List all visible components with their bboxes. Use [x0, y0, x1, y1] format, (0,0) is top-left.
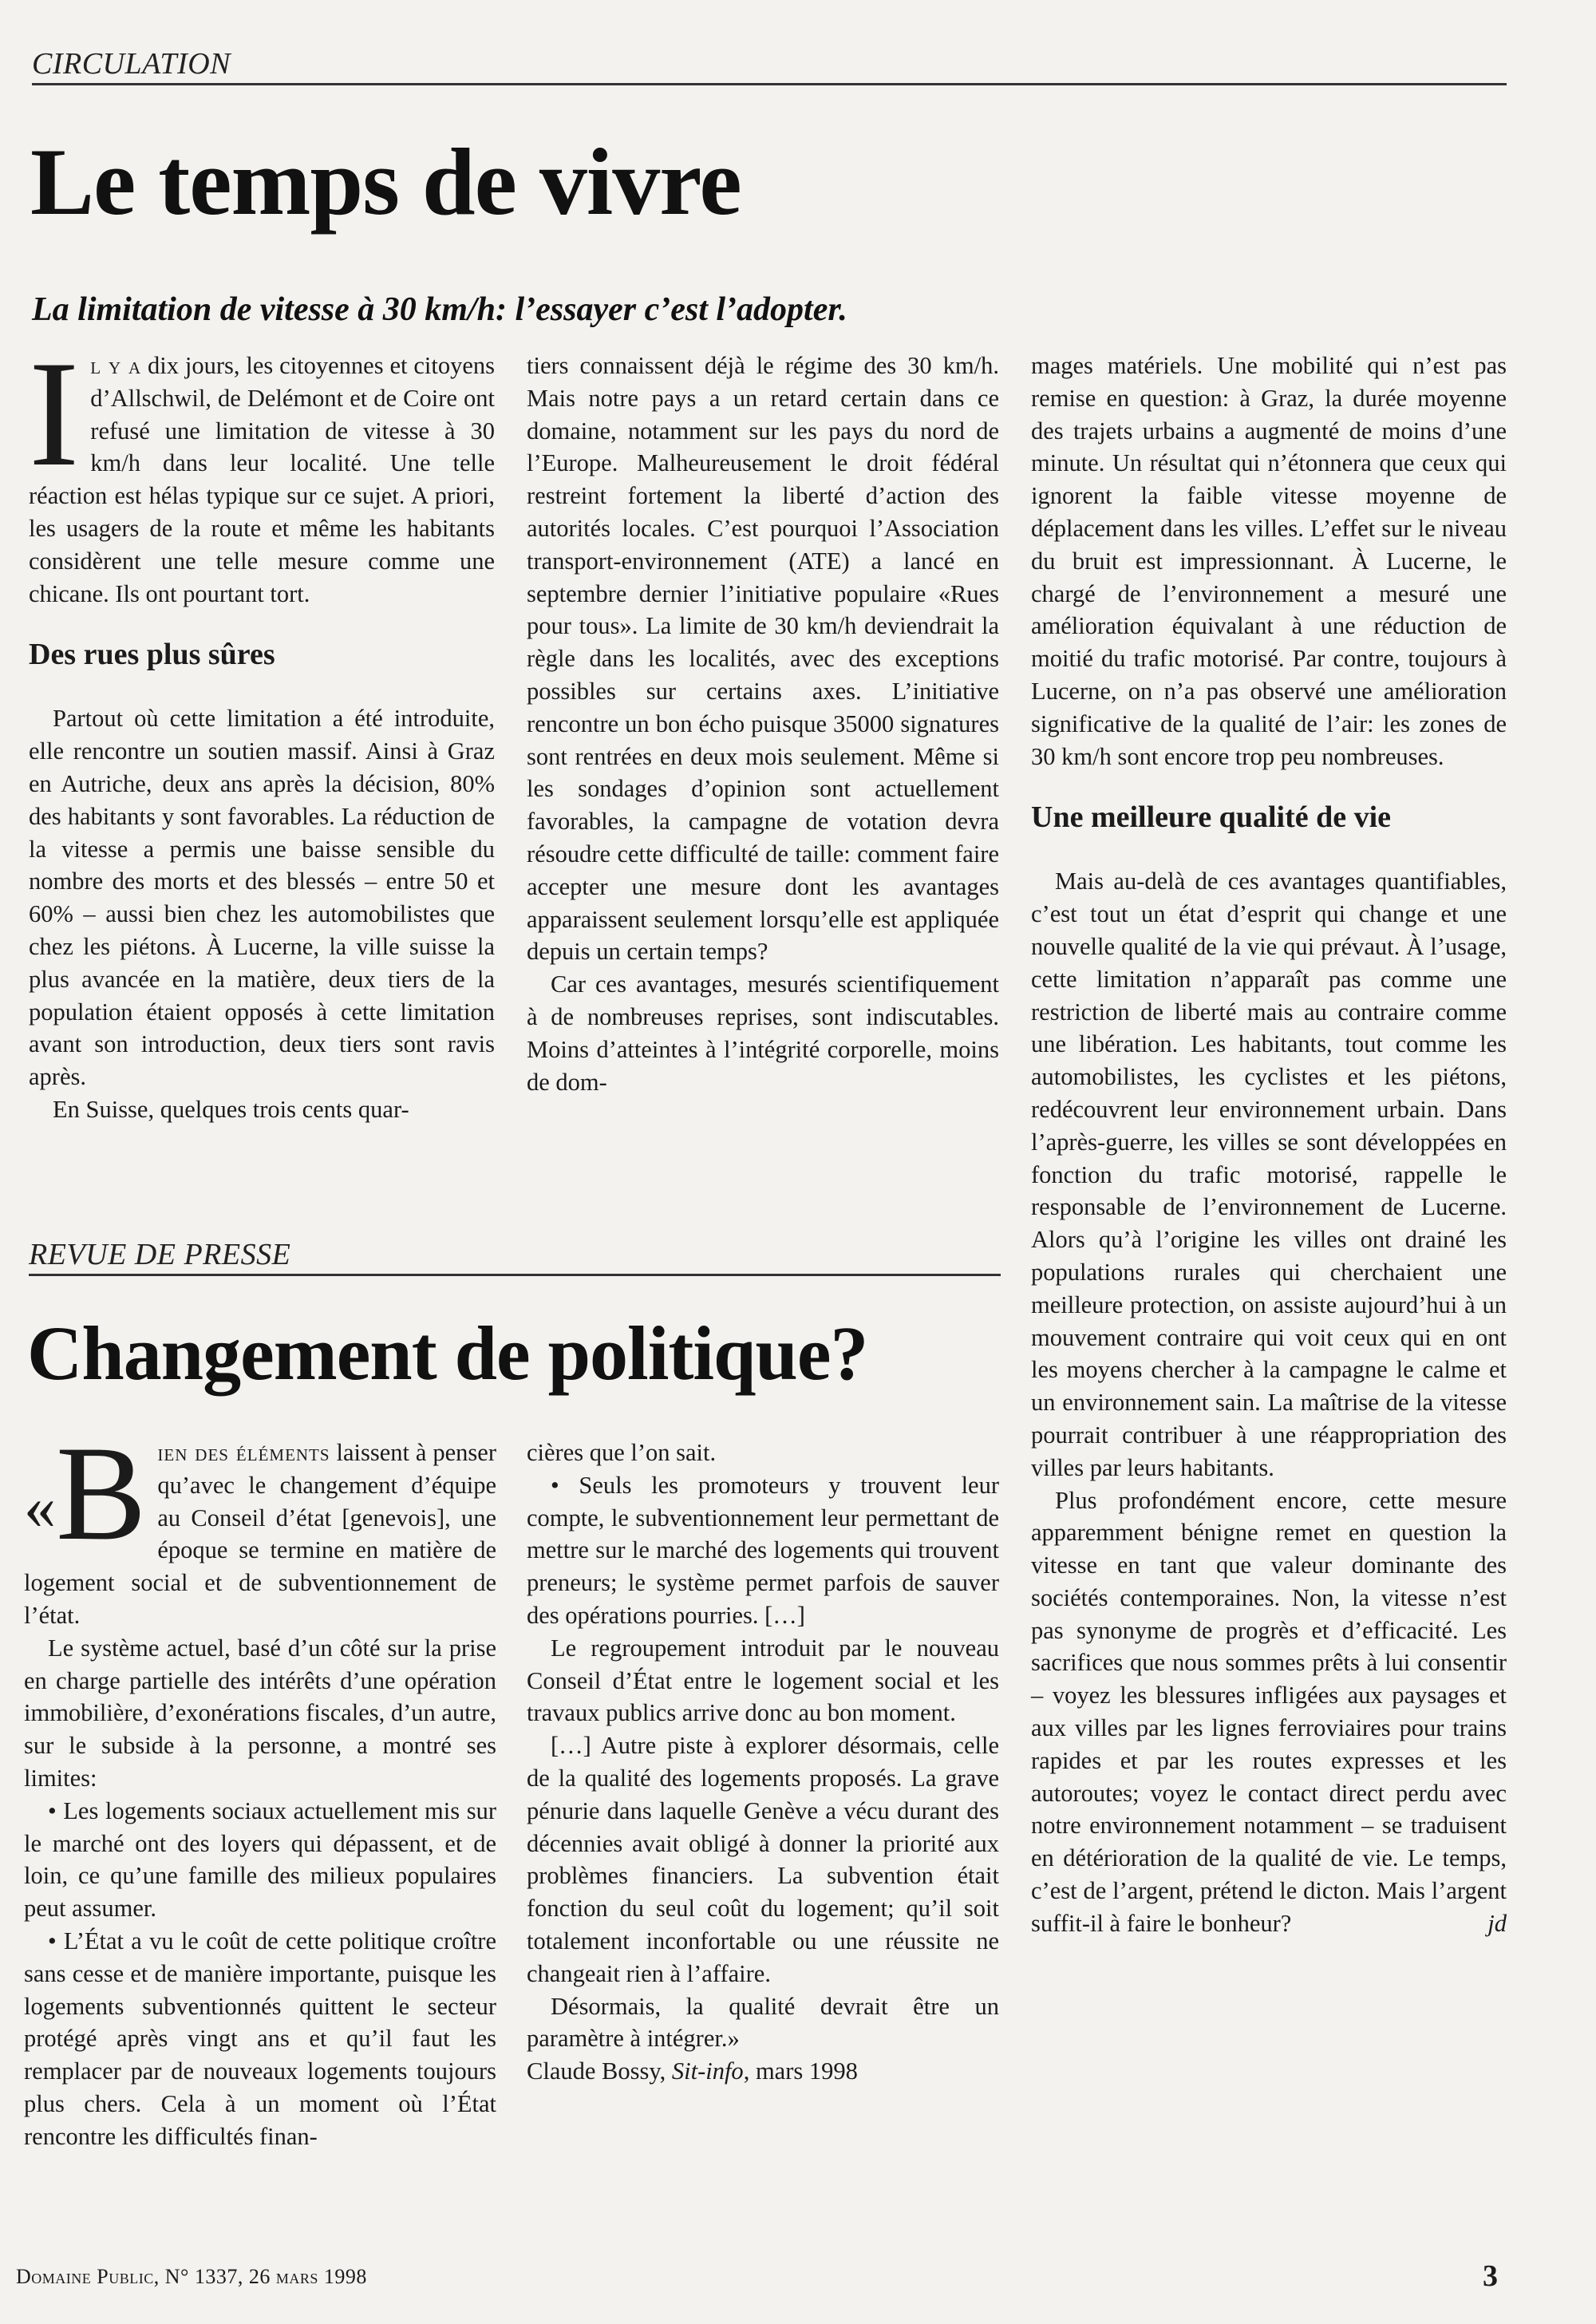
- subhead-meilleure-qualite-de-vie: Une meilleure qualité de vie: [1031, 800, 1392, 835]
- section-kicker-circulation: CIRCULATION: [32, 47, 231, 81]
- section-kicker-revue-de-presse: REVUE DE PRESSE: [29, 1238, 291, 1271]
- article-deck: La limitation de vitesse à 30 km/h: l’essayer c’est l’adopter.: [32, 291, 847, 328]
- article2-column-2: [527, 1437, 999, 2088]
- page-footer-publication: [16, 2265, 367, 2289]
- source-date: , mars 1998: [743, 2057, 858, 2085]
- open-quote-mark: «: [24, 1472, 56, 1543]
- paragraph: Le système actuel, basé d’un côté sur la prise en charge partielle des intérêts d’une opération immobilière, d’exonérations fiscales, d’un autre, sur le subside à la personne, a montré ses limites:: [24, 1634, 497, 1792]
- intro-paragraph: laissent à penser qu’avec le changement d’équipe au Conseil d’état [genevois], une époque se termine en matière de logement social et de subventionnement de l’état.: [24, 1439, 496, 1629]
- drop-cap: I: [29, 330, 80, 498]
- paragraph: cières que l’on sait.: [527, 1439, 717, 1466]
- paragraph: En Suisse, quelques trois cents quar-: [53, 1095, 409, 1123]
- article1-column-1: [29, 330, 495, 1126]
- section-rule: [29, 1274, 1001, 1276]
- intro-paragraph: dix jours, les citoyennes et citoyens d’Allschwil, de Delémont et de Coire ont refusé une limitation de vitesse à 30 km/h dans leur localité. Une telle réaction est hélas typique sur ce sujet. A priori, les usagers de la route et même les habitants considèrent une telle mesure comme une chicane. Ils ont pourtant tort.: [29, 352, 495, 607]
- paragraph: Car ces avantages, mesurés scientifiquement à de nombreuses reprises, sont indiscutables. Moins d’atteintes à l’intégrité corporelle, moins de dom-: [527, 970, 999, 1096]
- article2-column-1: [24, 1418, 497, 2153]
- paragraph: mages matériels. Une mobilité qui n’est pas remise en question: à Graz, la durée moyenne des trajets urbains a augmenté de moins d’une minute. Un résultat qui n’étonnera que ceux qui ignorent la faible vitesse moyenne de déplacement dans les villes. L’effet sur le niveau du bruit est impressionnant. À Lucerne, le chargé de l’environnement a mesuré une amélioration équivalant à une réduction de moitié du trafic motorisé. Par contre, toujours à Lucerne, on n’a pas observé une amélioration significative de la qualité de l’air: les zones de 30 km/h sont encore trop peu nombreuses.: [1031, 352, 1507, 770]
- paragraph: Mais au-delà de ces avantages quantifiables, c’est tout un état d’esprit qui change et une nouvelle qualité de la vie qui prévaut. À l’usage, cette limitation n’apparaît pas comme une restriction de liberté mais au contraire comme une libération. Les habitants, tout comme les automobilistes, les cyclistes et les piétons, redécouvrent leur environnement urbain. Dans l’après-guerre, les villes se sont développées en fonction du trafic motorisé, rappelle le responsable de l’environnement de Lucerne. Alors qu’à l’origine les villes ont drainé les populations rurales qui cherchaient une meilleure protection, on assiste aujourd’hui à un mouvement contraire qui voit ceux qui en ont les moyens chercher à la campagne le calme et un environnement sain. La maîtrise de la vitesse pourrait contribuer à une réappropriation des villes par leurs habitants.: [1031, 868, 1507, 1481]
- source-credit: [527, 2055, 999, 2088]
- drop-cap: B: [56, 1418, 147, 1568]
- article1-column-3: [1031, 350, 1507, 1940]
- intro-small-caps: l y a: [90, 352, 142, 379]
- bullet-paragraph: • Les logements sociaux actuellement mis sur le marché ont des loyers qui dépassent, et de loin, ce qu’une famille des milieux populaires peut assumer.: [24, 1796, 496, 1923]
- bullet-paragraph: • L’État a vu le coût de cette politique croître sans cesse et de manière importante, puisque les logements subventionnés quittent le secteur protégé après vingt ans et qu’il faut les remplacer par de nouveaux logements toujours plus chers. Cela à un moment où l’État rencontre les difficultés finan-: [24, 1927, 496, 2150]
- article-title-changement-de-politique: Changement de politique?: [27, 1310, 868, 1396]
- source-publication: Sit-info: [671, 2057, 744, 2085]
- paragraph: Désormais, la qualité devrait être un paramètre à intégrer.»: [527, 1992, 999, 2053]
- publication-line: Domaine Public, N° 1337, 26 mars 1998: [16, 2265, 367, 2288]
- subhead-rues-plus-sures: Des rues plus sûres: [29, 638, 275, 672]
- paragraph: tiers connaissent déjà le régime des 30 km/h. Mais notre pays a un retard certain dans ce domaine, notamment sur les pays du nord de l’Europe. Malheureusement le droit fédéral restreint fortement la liberté d’action des autorités locales. C’est pourquoi l’Association transport-environnement (ATE) a lancé en septembre dernier l’initiative populaire «Rues pour tous». La limite de 30 km/h deviendrait la règle dans les localités, avec des exceptions possibles sur certains axes. L’initiative rencontre un bon écho puisque 35000 signatures sont rentrées en deux mois seulement. Même si les sondages d’opinion sont actuellement favorables, la campagne de votation devra résoudre cette difficulté de taille: comment faire accepter une mesure dont les avantages apparaissent seulement lorsqu’elle est appliquée depuis un certain temps?: [527, 352, 999, 966]
- article-title-temps-de-vivre: Le temps de vivre: [30, 128, 741, 235]
- author-signature: jd: [1487, 1909, 1507, 1937]
- article1-column-2: [527, 350, 999, 1098]
- section-rule: [32, 83, 1507, 85]
- paragraph: […] Autre piste à explorer désormais, celle de la qualité des logements proposés. La grave pénurie dans laquelle Genève a vécu durant des décennies avait obligé à donner la priorité aux problèmes financiers. La subvention était fonction du seul coût du logement; qu’il soit totalement inconfortable ou une réussite ne changeait rien à l’affaire.: [527, 1732, 999, 1987]
- bullet-paragraph: • Seuls les promoteurs y trouvent leur compte, le subventionnement leur permettant de mettre sur le marché des logements qui trouvent preneurs; le système permet parfois de sauver des opérations pourries. […]: [527, 1471, 999, 1629]
- paragraph: Le regroupement introduit par le nouveau Conseil d’État entre le logement social et les travaux publics arrive donc au bon moment.: [527, 1634, 999, 1727]
- intro-small-caps: ien des éléments: [157, 1439, 330, 1466]
- page-number: 3: [1483, 2259, 1498, 2293]
- source-author: Claude Bossy,: [527, 2057, 672, 2085]
- paragraph: Partout où cette limitation a été introduite, elle rencontre un soutien massif. Ainsi à Graz en Autriche, deux ans après la décision, 80% des habitants y sont favorables. La réduction de la vitesse a permis une baisse sensible du nombre des morts et des blessés – entre 50 et 60% – aussi bien chez les automobilistes que chez les piétons. À Lucerne, la ville suisse la plus avancée en la matière, deux tiers de la population étaient opposés à cette limitation avant son introduction, deux tiers sont ravis après.: [29, 705, 495, 1091]
- paragraph: Plus profondément encore, cette mesure apparemment bénigne remet en question la vitesse en tant que valeur dominante des sociétés contemporaines. Non, la vitesse n’est pas synonyme de progrès et d’efficacité. Les sacrifices que nous sommes prêts à lui consentir – voyez les blessures infligées aux paysages et aux villes par les lignes ferroviaires pour trains rapides et par les routes expresses et les autoroutes; voyez le contact direct perdu avec notre environnement notamment – se traduisent en détérioration de la qualité de vie. Le temps, c’est de l’argent, prétend le dicton. Mais l’argent suffit-il à faire le bonheur?: [1031, 1486, 1507, 1937]
